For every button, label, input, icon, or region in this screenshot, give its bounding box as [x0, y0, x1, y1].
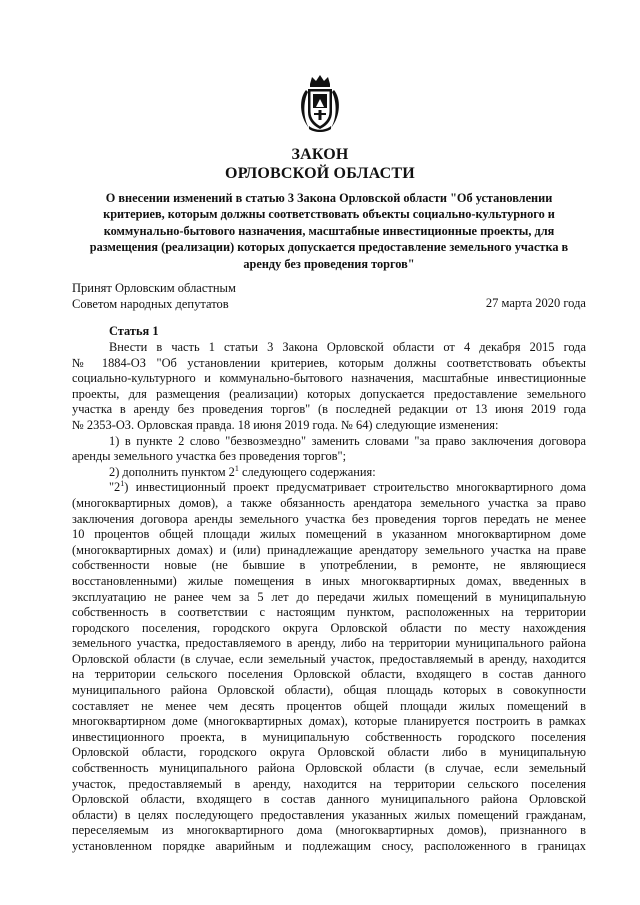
text-line [72, 465, 586, 481]
text-line: Орловской области, входящего в состав данного муниципального района Орловской [72, 792, 586, 807]
text-line: восстановленными) жилые помещения в иных многоквартирных домах, введенных в [72, 573, 586, 588]
text-line: на территории сельского поселения Орловской области, входящего в состав данного [72, 667, 586, 682]
text-line: Орловской области, городского округа Орловской области либо в муниципальную [72, 745, 586, 760]
text-line: собственность в соответствии с настоящим пунктом, расположенных на территории [72, 605, 586, 620]
text-line: установленном порядке аварийным и подлежащим сносу, расположенного в границах [72, 839, 586, 853]
text-line: собственность муниципального района Орловской области (в случае, если земельный [72, 761, 586, 776]
list-item-1 [72, 434, 586, 465]
paragraph-intro [72, 340, 586, 434]
text-line: участка в аренду без проведения торгов" (в последней редакции от 13 июня 2019 года [72, 402, 586, 417]
text-line: эксплуатацию не ранее чем за 5 лет до передачи жилых помещений в муниципальную [72, 589, 586, 604]
text-line: № 1884-ОЗ "Об установлении критериев, которым должны соответствовать объекты [72, 355, 586, 370]
text-line: области) в целях последующего предоставления указанных жилых помещений гражданам, [72, 807, 586, 822]
text-line: заключения договора аренды земельного участка без проведения торгов передать не менее [72, 511, 586, 526]
law-title: ЗАКОН [291, 146, 349, 163]
item2-superscript: 1 [234, 463, 239, 473]
law-heading [72, 190, 586, 272]
article-title: Статья 1 [109, 324, 159, 338]
text-line: муниципального района Орловской области), общая площадь которых в совокупности [72, 683, 586, 698]
text-line: собственности новые (не бывшие в употреблении, в ремонте, не являющиеся [72, 558, 586, 573]
coat-of-arms-icon [297, 74, 343, 132]
text-line: земельного участка, предоставляемого в аренду, либо на территории муниципального района [72, 636, 586, 651]
clause-superscript: 1 [120, 479, 125, 489]
text-line: (многоквартирных домах) и (или) принадлежащие арендатору земельного участка на праве [72, 542, 586, 557]
heading-line: размещения (реализации) которых допускается предоставление земельного участка в [89, 240, 569, 255]
text-line: проекты, для размещения (реализации) которых допускается предоставление земельного [72, 386, 586, 401]
adoption-date: 27 марта 2020 года [485, 296, 586, 310]
heading-line: О внесении изменений в статью 3 Закона Орловской области "Об установлении [105, 191, 553, 205]
text-line: 10 процентов общей площади жилых помещений в указанном многоквартирном доме [72, 527, 586, 542]
region-title: ОРЛОВСКОЙ ОБЛАСТИ [225, 165, 415, 182]
text-line: составляет не менее чем десять процентов общей площади жилых помещений в [72, 698, 586, 713]
text-line: Внести в часть 1 статьи 3 Закона Орловской области от 4 декабря 2015 года [109, 340, 586, 354]
text-line: социально-культурного и коммунально-бытового назначения, масштабные инвестиционные [72, 371, 586, 386]
heading-line: коммунально-бытового назначения, масштабные инвестиционные проекты, для [103, 223, 555, 238]
item2-suffix: следующего содержания: [238, 464, 376, 479]
heading-line: критериев, которым должны соответствовать объекты социально-культурного и [103, 207, 555, 222]
text-line: № 2353-ОЗ. Орловская правда. 18 июня 2019 года. № 64) следующие изменения: [72, 417, 499, 432]
text-line: 1) в пункте 2 слово "безвозмездно" заменить словами "за право заключения договора [109, 433, 586, 448]
paragraph-new-clause [72, 480, 586, 854]
list-item-2 [72, 465, 586, 481]
text-line [72, 480, 586, 496]
text-line: участок, предоставляемый в аренду, находится на территории сельского поселения [72, 776, 586, 791]
clause-first-line: ) инвестиционный проект предусматривает строительство многоквартирного дома [124, 480, 586, 495]
text-line: Орловской области (в случае, если земельный участок, предоставляемый в аренду, находится [72, 651, 586, 666]
item2-prefix: 2) дополнить пунктом 2 [109, 464, 235, 479]
adopted-line: Советом народных депутатов [72, 296, 229, 311]
adopted-line: Принят Орловским областным [72, 281, 236, 295]
text-line: переселяемым из многоквартирного дома (многоквартирных домов), признанного в [72, 823, 586, 838]
adopted-by [72, 281, 236, 312]
text-line: многоквартирном доме (многоквартирных домах), которые планируется построить в рамках [72, 714, 586, 729]
text-line: инвестиционного проекта, в муниципальную собственность городского поселения [72, 729, 586, 744]
text-line: (многоквартирных домов), а также обязанность арендатора земельного участка за право [72, 495, 586, 510]
document-body [72, 324, 586, 855]
text-line: городского поселения, городского округа Орловской области по месту нахождения [72, 620, 586, 635]
heading-line: аренду без проведения торгов" [243, 256, 415, 271]
clause-number: "2 [109, 480, 121, 495]
text-line: аренды земельного участка без проведения торгов"; [72, 449, 347, 464]
